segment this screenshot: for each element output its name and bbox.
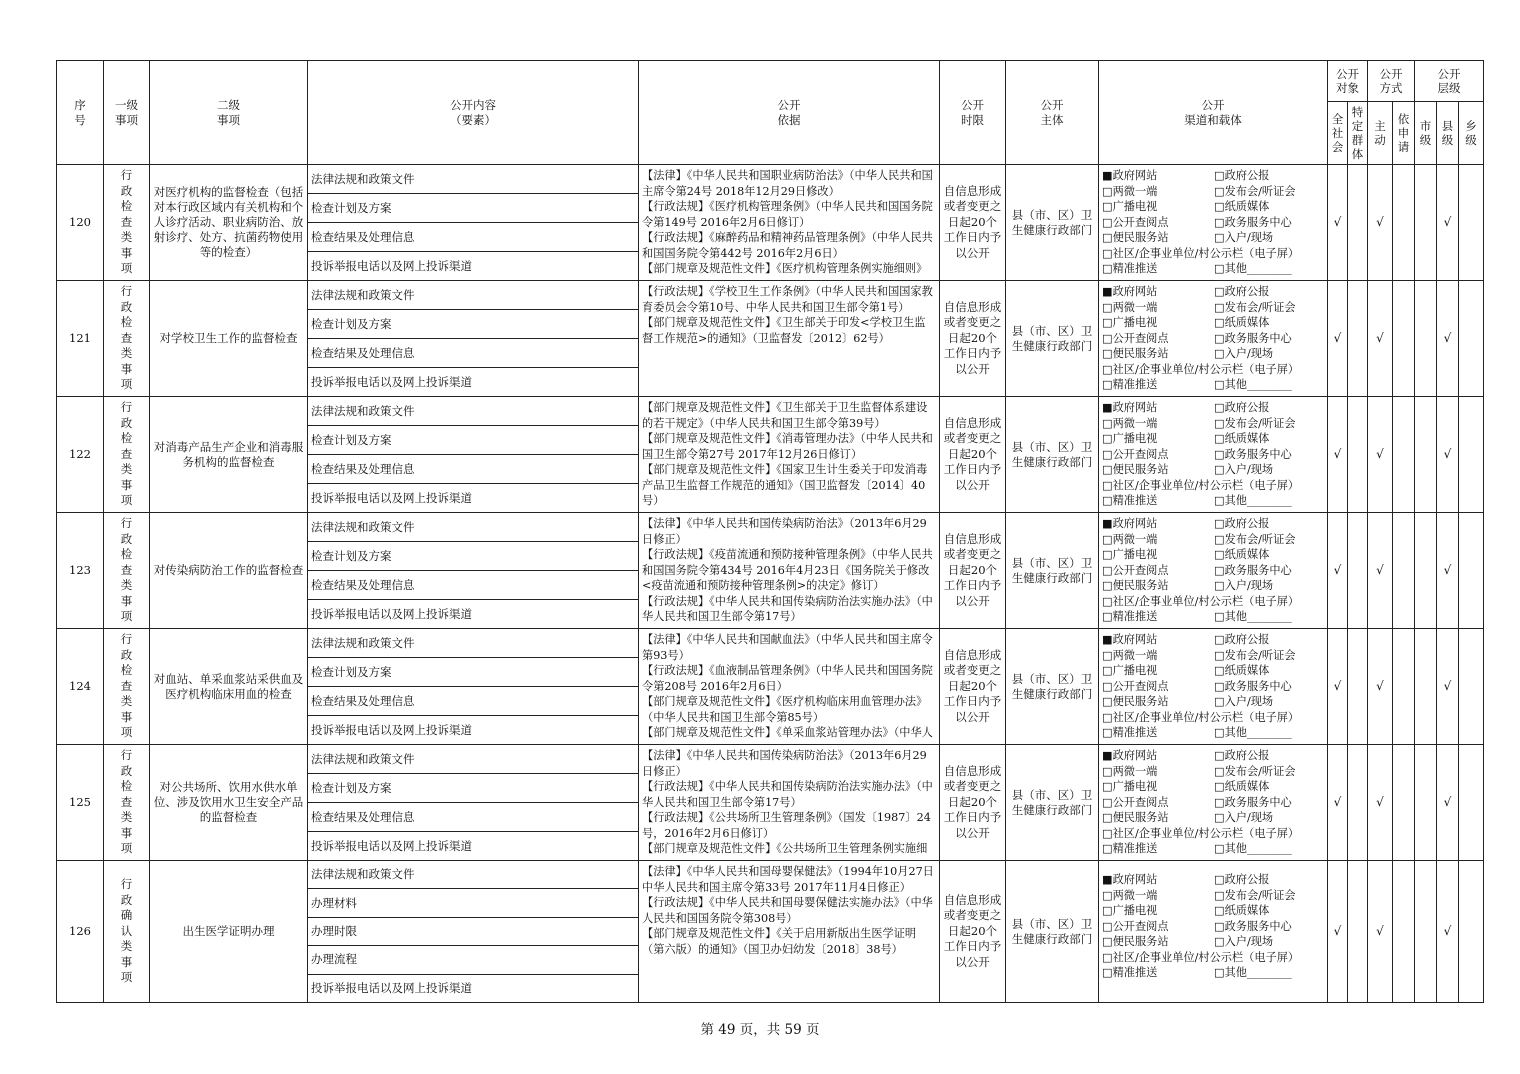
mark-city [1415, 397, 1437, 513]
channel-option: □其他________ [1214, 378, 1292, 391]
row-channels [1099, 165, 1328, 281]
channel-option: □发布会/听证会 [1214, 764, 1296, 778]
row-subject: 县（市、区）卫生健康行政部门 [1006, 165, 1099, 281]
channel-option: ■政府网站 [1102, 633, 1158, 646]
mark-town [1459, 397, 1484, 513]
content-item: 检查结果及处理信息 [308, 223, 639, 252]
mark-specific [1348, 861, 1368, 1003]
page-footer: 第 49 页，共 59 页 [700, 1022, 820, 1038]
content-item: 投诉举报电话以及网上投诉渠道 [308, 832, 639, 861]
mark-all: √ [1328, 281, 1348, 397]
mark-active: √ [1368, 629, 1393, 745]
channel-option: □纸质媒体 [1214, 200, 1270, 213]
basis-text [642, 748, 936, 856]
channel-list [1102, 284, 1325, 392]
header-subject: 公开 主体 [1006, 61, 1099, 165]
mark-town [1459, 165, 1484, 281]
channel-option: □广播电视 [1102, 780, 1158, 793]
row-seq: 122 [57, 397, 104, 513]
content-item: 法律法规和政策文件 [308, 281, 639, 310]
channel-option: □入户/现场 [1214, 935, 1274, 948]
channel-option: □公开查阅点 [1102, 919, 1169, 933]
header-method-active: 主 动 [1368, 102, 1393, 165]
channel-option: □入户/现场 [1214, 231, 1274, 244]
row-basis [639, 165, 940, 281]
mark-county: √ [1437, 281, 1459, 397]
channel-option: □发布会/听证会 [1214, 416, 1296, 430]
basis-item: 【部门规章及规范性文件】《卫生部关于卫生监督体系建设的若干规定》（中华人民共和国卫生部令第39号） [642, 401, 928, 430]
channel-option: □公开查阅点 [1102, 331, 1169, 345]
content-item: 检查结果及处理信息 [308, 803, 639, 832]
channel-option: ■政府网站 [1102, 169, 1158, 182]
mark-town [1459, 745, 1484, 861]
header-level-group: 公开 层级 [1415, 61, 1484, 102]
channel-option: □入户/现场 [1214, 695, 1274, 708]
row-basis [639, 281, 940, 397]
basis-item: 【行政法规】《中华人民共和国母婴保健法实施办法》（中华人民共和国国务院令第308号） [642, 896, 933, 925]
basis-text [642, 284, 936, 392]
channel-option: □社区/企事业单位/村公示栏（电子屏） [1102, 950, 1300, 964]
channel-option: ■政府网站 [1102, 285, 1158, 298]
channel-option: □政府公报 [1214, 169, 1270, 182]
mark-county: √ [1437, 629, 1459, 745]
mark-town [1459, 513, 1484, 629]
mark-city [1415, 165, 1437, 281]
channel-list [1102, 168, 1325, 276]
mark-county: √ [1437, 513, 1459, 629]
row-level2: 对学校卫生工作的监督检查 [150, 281, 308, 397]
content-item: 办理流程 [308, 946, 639, 974]
channel-option: □纸质媒体 [1214, 904, 1270, 917]
table-row [57, 629, 1484, 658]
mark-town [1459, 629, 1484, 745]
header-object-specific: 特 定 群 体 [1348, 102, 1368, 165]
header-basis: 公开 依据 [639, 61, 940, 165]
channel-option: □纸质媒体 [1214, 548, 1270, 561]
channel-option: □政府公报 [1214, 285, 1270, 298]
channel-option: □两微一端 [1102, 888, 1158, 902]
channel-option: □两微一端 [1102, 184, 1158, 198]
row-level2: 出生医学证明办理 [150, 861, 308, 1003]
mark-county: √ [1437, 861, 1459, 1003]
mark-all: √ [1328, 629, 1348, 745]
content-item: 检查计划及方案 [308, 774, 639, 803]
basis-text [642, 168, 936, 276]
basis-item: 【行政法规】《医疗机构管理条例》（中华人民共和国国务院令第149号 2016年2月6日修订） [642, 200, 933, 229]
mark-city [1415, 629, 1437, 745]
row-subject: 县（市、区）卫生健康行政部门 [1006, 745, 1099, 861]
channel-option: □发布会/听证会 [1214, 888, 1296, 902]
mark-all: √ [1328, 861, 1348, 1003]
channel-option: □精准推送 [1102, 378, 1158, 391]
mark-active: √ [1368, 281, 1393, 397]
channel-option: □社区/企事业单位/村公示栏（电子屏） [1102, 826, 1300, 840]
table-row [57, 861, 1484, 889]
content-item: 投诉举报电话以及网上投诉渠道 [308, 252, 639, 281]
channel-option: □精准推送 [1102, 610, 1158, 623]
content-item: 办理材料 [308, 889, 639, 917]
channel-option: □发布会/听证会 [1214, 532, 1296, 546]
channel-option: □社区/企事业单位/村公示栏（电子屏） [1102, 246, 1300, 260]
mark-town [1459, 861, 1484, 1003]
mark-apply [1393, 861, 1415, 1003]
channel-option: □便民服务站 [1102, 347, 1169, 360]
content-item: 法律法规和政策文件 [308, 629, 639, 658]
channel-option: □便民服务站 [1102, 935, 1169, 948]
channel-option: □公开查阅点 [1102, 679, 1169, 693]
channel-option: □政务服务中心 [1214, 795, 1292, 809]
channel-option: □发布会/听证会 [1214, 300, 1296, 314]
basis-item: 【法律】《中华人民共和国母婴保健法》（1994年10月27日中华人民共和国主席令第33号 2017年11月4日修正） [642, 865, 934, 894]
channel-option: □广播电视 [1102, 316, 1158, 329]
channel-option: □政务服务中心 [1214, 919, 1292, 933]
basis-item: 【行政法规】《公共场所卫生管理条例》（国发〔1987〕24号，2016年2月6日修订） [642, 811, 931, 840]
channel-option: □其他________ [1214, 966, 1292, 979]
channel-option: □社区/企事业单位/村公示栏（电子屏） [1102, 594, 1300, 608]
row-level2: 对血站、单采血浆站采供血及医疗机构临床用血的检查 [150, 629, 308, 745]
content-item: 检查计划及方案 [308, 658, 639, 687]
content-item: 检查计划及方案 [308, 194, 639, 223]
row-level1: 行 政 检 查 类 事 项 [104, 629, 150, 745]
basis-item: 【部门规章及规范性文件】《消毒管理办法》（中华人民共和国卫生部令第27号 2017年12月26日修订） [642, 432, 933, 461]
row-level2: 对传染病防治工作的监督检查 [150, 513, 308, 629]
content-item: 投诉举报电话以及网上投诉渠道 [308, 716, 639, 745]
mark-active: √ [1368, 397, 1393, 513]
channel-option: □公开查阅点 [1102, 795, 1169, 809]
channel-list [1102, 748, 1325, 856]
mark-city [1415, 513, 1437, 629]
channel-option: □政务服务中心 [1214, 447, 1292, 461]
channel-option: ■政府网站 [1102, 401, 1158, 414]
mark-all: √ [1328, 397, 1348, 513]
basis-item: 【部门规章及规范性文件】《医疗机构临床用血管理办法》（中华人民共和国卫生部令第85号） [642, 695, 928, 724]
content-item: 检查计划及方案 [308, 542, 639, 571]
channel-option: □入户/现场 [1214, 347, 1274, 360]
row-time-limit: 自信息形成 或者变更之 日起20个 工作日内予 以公开 [940, 513, 1006, 629]
header-level-city: 市 级 [1415, 102, 1437, 165]
content-item: 法律法规和政策文件 [308, 513, 639, 542]
table-row [57, 513, 1484, 542]
channel-option: □广播电视 [1102, 200, 1158, 213]
mark-all: √ [1328, 513, 1348, 629]
table-body [57, 165, 1484, 1003]
row-time-limit: 自信息形成 或者变更之 日起20个 工作日内予 以公开 [940, 745, 1006, 861]
basis-item: 【行政法规】《疫苗流通和预防接种管理条例》（中华人民共和国国务院令第434号 2016年4月23日《国务院关于修改<疫苗流通和预防接种管理条例>的决定》修订） [642, 548, 933, 592]
basis-text [642, 632, 936, 740]
channel-option: □公开查阅点 [1102, 447, 1169, 461]
channel-option: □政府公报 [1214, 873, 1270, 886]
content-item: 法律法规和政策文件 [308, 861, 639, 889]
row-seq: 125 [57, 745, 104, 861]
row-seq: 120 [57, 165, 104, 281]
table-row [57, 165, 1484, 194]
row-time-limit: 自信息形成 或者变更之 日起20个 工作日内予 以公开 [940, 861, 1006, 1003]
row-level2: 对医疗机构的监督检查（包括对本行政区域内有关机构和个人诊疗活动、职业病防治、放射诊疗、处方、抗菌药物使用等的检查） [150, 165, 308, 281]
row-level1: 行 政 确 认 类 事 项 [104, 861, 150, 1003]
channel-option: □其他________ [1214, 610, 1292, 623]
mark-town [1459, 281, 1484, 397]
header-seq: 序 号 [57, 61, 104, 165]
row-channels [1099, 513, 1328, 629]
content-item: 检查结果及处理信息 [308, 687, 639, 716]
table-row [57, 397, 1484, 426]
channel-option: □广播电视 [1102, 548, 1158, 561]
mark-county: √ [1437, 745, 1459, 861]
row-time-limit: 自信息形成 或者变更之 日起20个 工作日内予 以公开 [940, 629, 1006, 745]
header-time-limit: 公开 时限 [940, 61, 1006, 165]
basis-text [642, 516, 936, 624]
mark-active: √ [1368, 745, 1393, 861]
content-item: 检查计划及方案 [308, 426, 639, 455]
channel-option: □其他________ [1214, 494, 1292, 507]
content-item: 法律法规和政策文件 [308, 745, 639, 774]
header-content: 公开内容 （要素） [308, 61, 639, 165]
basis-item: 【部门规章及规范性文件】《卫生部关于印发<学校卫生监督工作规范>的通知》（卫监督发〔2012〕62号） [642, 316, 926, 345]
content-item: 检查结果及处理信息 [308, 571, 639, 600]
channel-list [1102, 632, 1325, 740]
table-row [57, 281, 1484, 310]
channel-option: □便民服务站 [1102, 811, 1169, 824]
row-channels [1099, 745, 1328, 861]
channel-option: □纸质媒体 [1214, 316, 1270, 329]
row-channels [1099, 397, 1328, 513]
row-subject: 县（市、区）卫生健康行政部门 [1006, 397, 1099, 513]
channel-option: □其他________ [1214, 726, 1292, 739]
header-level-town: 乡 级 [1459, 102, 1484, 165]
content-item: 检查结果及处理信息 [308, 339, 639, 368]
mark-specific [1348, 745, 1368, 861]
mark-city [1415, 745, 1437, 861]
header-level-county: 县 级 [1437, 102, 1459, 165]
channel-option: □公开查阅点 [1102, 563, 1169, 577]
row-level1: 行 政 检 查 类 事 项 [104, 165, 150, 281]
row-level1: 行 政 检 查 类 事 项 [104, 745, 150, 861]
basis-item: 【部门规章及规范性文件】《公共场所卫生管理条例实施细 [642, 842, 928, 855]
row-time-limit: 自信息形成 或者变更之 日起20个 工作日内予 以公开 [940, 281, 1006, 397]
basis-item: 【行政法规】《中华人民共和国传染病防治法实施办法》（中华人民共和国卫生部令第17号） [642, 780, 933, 809]
channel-option: □便民服务站 [1102, 231, 1169, 244]
row-channels [1099, 281, 1328, 397]
mark-specific [1348, 281, 1368, 397]
basis-item: 【行政法规】《麻醉药品和精神药品管理条例》（中华人民共和国国务院令第442号 2016年2月6日） [642, 231, 933, 260]
channel-option: ■政府网站 [1102, 873, 1158, 886]
basis-item: 【部门规章及规范性文件】《医疗机构管理条例实施细则》 [642, 262, 928, 275]
row-seq: 126 [57, 861, 104, 1003]
channel-option: □发布会/听证会 [1214, 184, 1296, 198]
channel-option: ■政府网站 [1102, 749, 1158, 762]
basis-item: 【行政法规】《中华人民共和国传染病防治法实施办法》（中华人民共和国卫生部令第17号） [642, 594, 933, 623]
mark-specific [1348, 165, 1368, 281]
row-level1: 行 政 检 查 类 事 项 [104, 513, 150, 629]
channel-option: □广播电视 [1102, 432, 1158, 445]
channel-option: □两微一端 [1102, 300, 1158, 314]
basis-item: 【法律】《中华人民共和国传染病防治法》（2013年6月29日修正） [642, 749, 927, 778]
content-item: 投诉举报电话以及网上投诉渠道 [308, 368, 639, 397]
basis-text [642, 864, 936, 994]
row-basis [639, 629, 940, 745]
row-seq: 121 [57, 281, 104, 397]
row-basis [639, 513, 940, 629]
table-row [57, 745, 1484, 774]
mark-apply [1393, 513, 1415, 629]
channel-option: □便民服务站 [1102, 579, 1169, 592]
basis-item: 【法律】《中华人民共和国职业病防治法》（中华人民共和国主席令第24号 2018年12月29日修改） [642, 169, 933, 198]
channel-option: □政府公报 [1214, 401, 1270, 414]
mark-apply [1393, 629, 1415, 745]
row-level1: 行 政 检 查 类 事 项 [104, 281, 150, 397]
basis-item: 【法律】《中华人民共和国献血法》（中华人民共和国主席令第93号） [642, 633, 933, 662]
channel-option: □政府公报 [1214, 517, 1270, 530]
channel-option: □精准推送 [1102, 726, 1158, 739]
channel-option: □政务服务中心 [1214, 215, 1292, 229]
header-level2: 二级 事项 [150, 61, 308, 165]
mark-county: √ [1437, 397, 1459, 513]
channel-option: □两微一端 [1102, 532, 1158, 546]
basis-item: 【行政法规】《血液制品管理条例》（中华人民共和国国务院令第208号 2016年2月6日） [642, 664, 933, 693]
channel-option: □入户/现场 [1214, 579, 1274, 592]
mark-city [1415, 861, 1437, 1003]
channel-list [1102, 400, 1325, 508]
channel-option: □发布会/听证会 [1214, 648, 1296, 662]
mark-apply [1393, 745, 1415, 861]
header-object-all: 全 社 会 [1328, 102, 1348, 165]
row-channels [1099, 861, 1328, 1003]
channel-option: □两微一端 [1102, 416, 1158, 430]
channel-option: □纸质媒体 [1214, 664, 1270, 677]
content-item: 检查计划及方案 [308, 310, 639, 339]
mark-active: √ [1368, 861, 1393, 1003]
channel-option: □便民服务站 [1102, 695, 1169, 708]
mark-all: √ [1328, 745, 1348, 861]
row-level2: 对公共场所、饮用水供水单位、涉及饮用水卫生安全产品的监督检查 [150, 745, 308, 861]
basis-item: 【行政法规】《学校卫生工作条例》（中华人民共和国国家教育委员会令第10号、中华人民共和国卫生部令第1号） [642, 285, 933, 314]
channel-option: □两微一端 [1102, 648, 1158, 662]
mark-active: √ [1368, 513, 1393, 629]
channel-option: □两微一端 [1102, 764, 1158, 778]
channel-option: □公开查阅点 [1102, 215, 1169, 229]
row-basis [639, 745, 940, 861]
header-object-group: 公开 对象 [1328, 61, 1368, 102]
content-item: 投诉举报电话以及网上投诉渠道 [308, 484, 639, 513]
row-basis [639, 397, 940, 513]
mark-apply [1393, 397, 1415, 513]
channel-option: □社区/企事业单位/村公示栏（电子屏） [1102, 362, 1300, 376]
channel-option: □精准推送 [1102, 262, 1158, 275]
channel-option: ■政府网站 [1102, 517, 1158, 530]
header-channel: 公开 渠道和载体 [1099, 61, 1328, 165]
channel-list [1102, 864, 1325, 1002]
mark-city [1415, 281, 1437, 397]
channel-option: □政务服务中心 [1214, 331, 1292, 345]
channel-option: □政府公报 [1214, 749, 1270, 762]
mark-county: √ [1437, 165, 1459, 281]
mark-specific [1348, 397, 1368, 513]
mark-apply [1393, 281, 1415, 397]
channel-option: □便民服务站 [1102, 463, 1169, 476]
channel-option: □其他________ [1214, 842, 1292, 855]
row-subject: 县（市、区）卫生健康行政部门 [1006, 861, 1099, 1003]
channel-option: □纸质媒体 [1214, 432, 1270, 445]
row-level2: 对消毒产品生产企业和消毒服务机构的监督检查 [150, 397, 308, 513]
mark-active: √ [1368, 165, 1393, 281]
channel-option: □社区/企事业单位/村公示栏（电子屏） [1102, 710, 1300, 724]
basis-item: 【法律】《中华人民共和国传染病防治法》（2013年6月29日修正） [642, 517, 927, 546]
channel-option: □政务服务中心 [1214, 563, 1292, 577]
mark-specific [1348, 513, 1368, 629]
row-subject: 县（市、区）卫生健康行政部门 [1006, 513, 1099, 629]
mark-all: √ [1328, 165, 1348, 281]
channel-option: □精准推送 [1102, 966, 1158, 979]
row-time-limit: 自信息形成 或者变更之 日起20个 工作日内予 以公开 [940, 397, 1006, 513]
disclosure-table [56, 60, 1484, 1003]
basis-text [642, 400, 936, 508]
channel-option: □入户/现场 [1214, 811, 1274, 824]
row-channels [1099, 629, 1328, 745]
channel-option: □政务服务中心 [1214, 679, 1292, 693]
content-item: 投诉举报电话以及网上投诉渠道 [308, 974, 639, 1002]
header-method-group: 公开 方式 [1368, 61, 1415, 102]
mark-apply [1393, 165, 1415, 281]
channel-option: □社区/企事业单位/村公示栏（电子屏） [1102, 478, 1300, 492]
content-item: 法律法规和政策文件 [308, 397, 639, 426]
row-subject: 县（市、区）卫生健康行政部门 [1006, 281, 1099, 397]
header-level1: 一级 事项 [104, 61, 150, 165]
row-time-limit: 自信息形成 或者变更之 日起20个 工作日内予 以公开 [940, 165, 1006, 281]
mark-specific [1348, 629, 1368, 745]
row-subject: 县（市、区）卫生健康行政部门 [1006, 629, 1099, 745]
content-item: 办理时限 [308, 917, 639, 945]
channel-option: □其他________ [1214, 262, 1292, 275]
channel-option: □入户/现场 [1214, 463, 1274, 476]
basis-item: 【部门规章及规范性文件】《关于启用新版出生医学证明（第六版）的通知》（国卫办妇幼发〔2018〕38号） [642, 927, 917, 956]
header-method-apply: 依 申 请 [1393, 102, 1415, 165]
row-level1: 行 政 检 查 类 事 项 [104, 397, 150, 513]
content-item: 检查结果及处理信息 [308, 455, 639, 484]
channel-option: □广播电视 [1102, 904, 1158, 917]
row-basis [639, 861, 940, 1003]
row-seq: 123 [57, 513, 104, 629]
row-seq: 124 [57, 629, 104, 745]
channel-list [1102, 516, 1325, 624]
content-item: 投诉举报电话以及网上投诉渠道 [308, 600, 639, 629]
basis-item: 【部门规章及规范性文件】《单采血浆站管理办法》（中华人 [642, 726, 933, 739]
content-item: 法律法规和政策文件 [308, 165, 639, 194]
channel-option: □精准推送 [1102, 842, 1158, 855]
basis-item: 【部门规章及规范性文件】《国家卫生计生委关于印发消毒产品卫生监督工作规范的通知》（国卫监督发〔2014〕40号） [642, 463, 928, 507]
channel-option: □政府公报 [1214, 633, 1270, 646]
channel-option: □纸质媒体 [1214, 780, 1270, 793]
channel-option: □精准推送 [1102, 494, 1158, 507]
channel-option: □广播电视 [1102, 664, 1158, 677]
